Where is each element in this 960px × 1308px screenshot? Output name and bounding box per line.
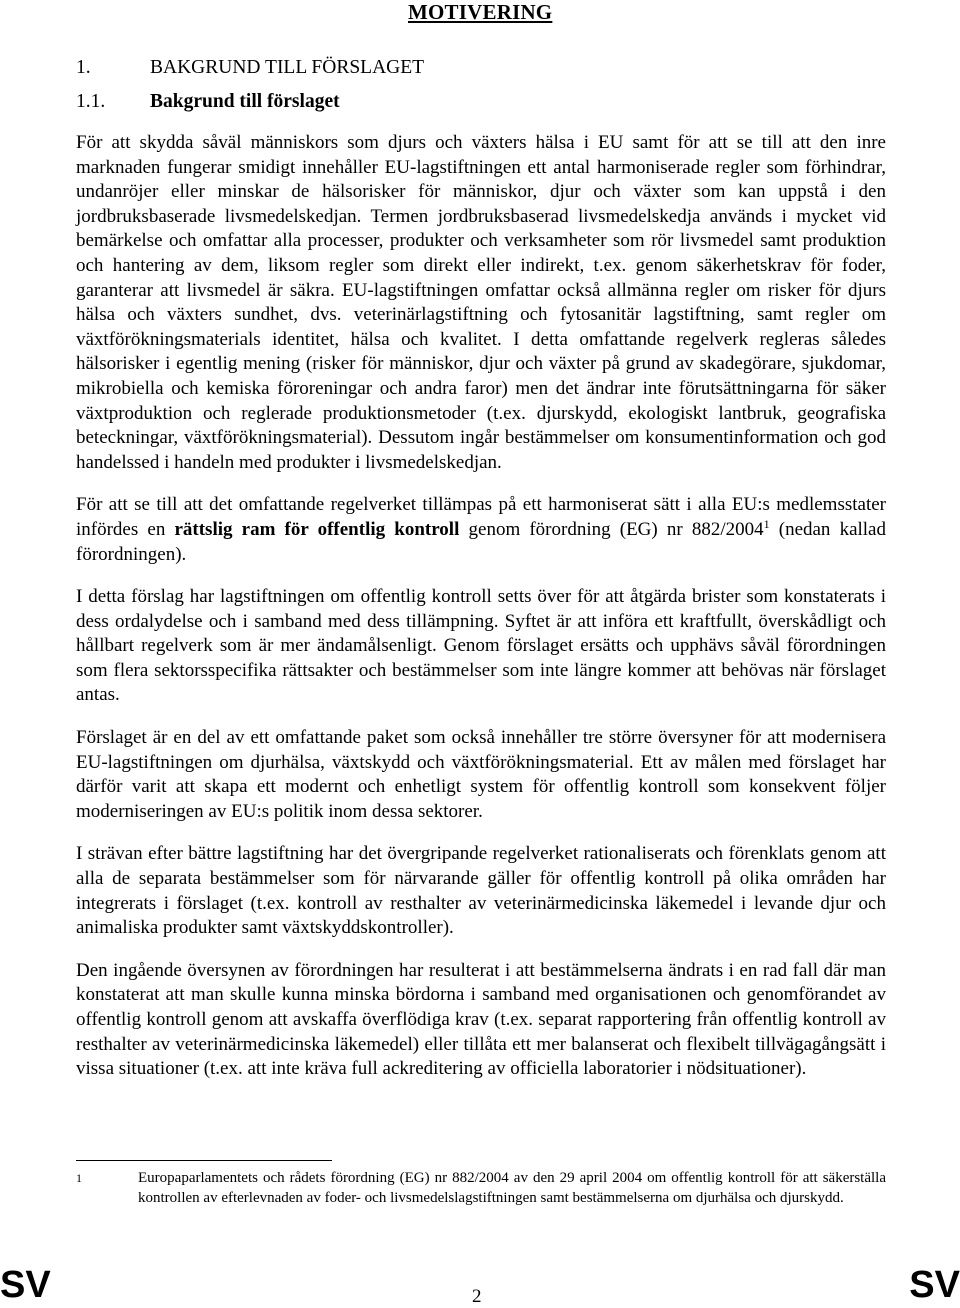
- section-title: BAKGRUND TILL FÖRSLAGET: [150, 57, 425, 78]
- footnote-mark: 1: [76, 1171, 82, 1185]
- subsection-heading: [76, 91, 340, 113]
- body-text: [76, 131, 886, 1100]
- paragraph: Den ingående översynen av förordningen har resulterat i att bestämmelserna ändrats i en rad fall där man konstaterat att man skulle kunna minska bördorna i samband med organisationen och genomförandet av offentlig kontroll genom att avskaffa överflödiga krav (t.ex. separat rapportering från offentlig kontroll av resthalter av veterinärmedicinska läkemedel) eller tillåta ett mer balanserat och flexibelt tillvägagångsätt i vissa situationer (t.ex. att inte kräva full ackreditering av officiella laboratorier i nödsituationer).: [76, 959, 886, 1080]
- language-code-right: SV: [909, 1264, 960, 1306]
- footnote-reference[interactable]: 1: [763, 516, 770, 531]
- paragraph-text: (nedan kallad förordningen).: [76, 518, 886, 565]
- subsection-number: 1.1.: [76, 91, 106, 112]
- footnote-separator: [76, 1160, 332, 1161]
- paragraph: Förslaget är en del av ett omfattande paket som också innehåller tre större översyner för att modernisera EU-lagstiftningen om djurhälsa, växtskydd och växtförökningsmaterial. Ett av målen med förslaget har därför varit att skapa ett modernt och enhetligt system för offentlig kontroll som konsekvent följer moderniseringen av EU:s politik inom dessa sektorer.: [76, 727, 886, 822]
- page-number: 2: [472, 1286, 482, 1307]
- footnote-text: Europaparlamentets och rådets förordning (EG) nr 882/2004 av den 29 april 2004 om offentlig kontroll för att säkerställa kontrollen av efterlevnaden av foder- och livsmedelslagstiftningen samt bestämmelserna om djurhälsa och djurskydd.: [138, 1170, 886, 1206]
- subsection-title: Bakgrund till förslaget: [150, 91, 340, 112]
- paragraph: I detta förslag har lagstiftningen om offentlig kontroll setts över för att åtgärda brister som konstaterats i dess ordalydelse och i samband med dess tillämpning. Syftet är att införa ett kraftfullt, överskådligt och hållbart regelverk som är mer ändamålsenligt. Genom förslaget ersätts och upphävs såväl förordningen som flera sektorsspecifika rättsakter och bestämmelser som inte längre kommer att behövas när förslaget antas.: [76, 586, 886, 706]
- paragraph-text: genom förordning (EG) nr 882/2004: [459, 518, 764, 540]
- paragraph-legal-framework: [76, 493, 886, 567]
- document-heading: MOTIVERING: [408, 0, 553, 24]
- section-number: 1.: [76, 57, 91, 78]
- language-code-left: SV: [0, 1264, 51, 1306]
- section-heading: [76, 57, 424, 79]
- paragraph: I strävan efter bättre lagstiftning har det övergripande regelverket rationaliserats och förenklats genom att alla de separata bestämmelser som för närvarande gäller för offentlig kontroll på olika områden har integrerats i förslaget (t.ex. kontroll av resthalter av veterinärmedicinska läkemedel i levande djur och animaliska produkter samt växtskyddskontroller).: [76, 843, 886, 939]
- emphasis-text: rättslig ram för offentlig kontroll: [174, 518, 460, 540]
- paragraph-text: För att se till att det omfattande regelverket tillämpas på ett harmoniserat sätt i alla EU:s medlemsstater infördes en: [76, 494, 886, 540]
- paragraph: För att skydda såväl människors som djurs och växters hälsa i EU samt för att se till att den inre marknaden fungerar smidigt innehåller EU-lagstiftningen ett antal harmoniserade regler som förhindrar, undanröjer eller minskar de hälsorisker för människor, djur och växter som kan uppstå i den jordbruksbaserade livsmedelskedjan. Termen jordbruksbaserad livsmedelskedja används i mycket vid bemärkelse och omfattar alla processer, produkter och verksamheter som rör livsmedel samt produktion och hantering av dem, liksom regler som direkt eller indirekt, t.ex. genom säkerhetskrav för foder, garanterar att livsmedel är säkra. EU-lagstiftningen omfattar också allmänna regler om risker för djurs hälsa och växters sundhet, dvs. veterinärlagstiftning och fytosanitär lagstiftning, samt regler om växtförökningsmaterials identitet, hälsa och kvalitet. I detta omfattande regelverk regleras således hälsorisker i egentlig mening (risker för människor, djur och växter på grund av skadegörare, sjukdomar, mikrobiella och kemiska föroreningar och andra faror) men det ändrar inte förutsättningarna för säker växtproduktion och reglerade produktionsmetoder (t.ex. djurskydd, ekologiskt lantbruk, geografiska beteckningar, växtförökningsmaterial). Dessutom ingår bestämmelser om konsumentinformation och god handelssed i handeln med produkter i livsmedelskedjan.: [76, 132, 886, 473]
- footnote: [76, 1168, 886, 1208]
